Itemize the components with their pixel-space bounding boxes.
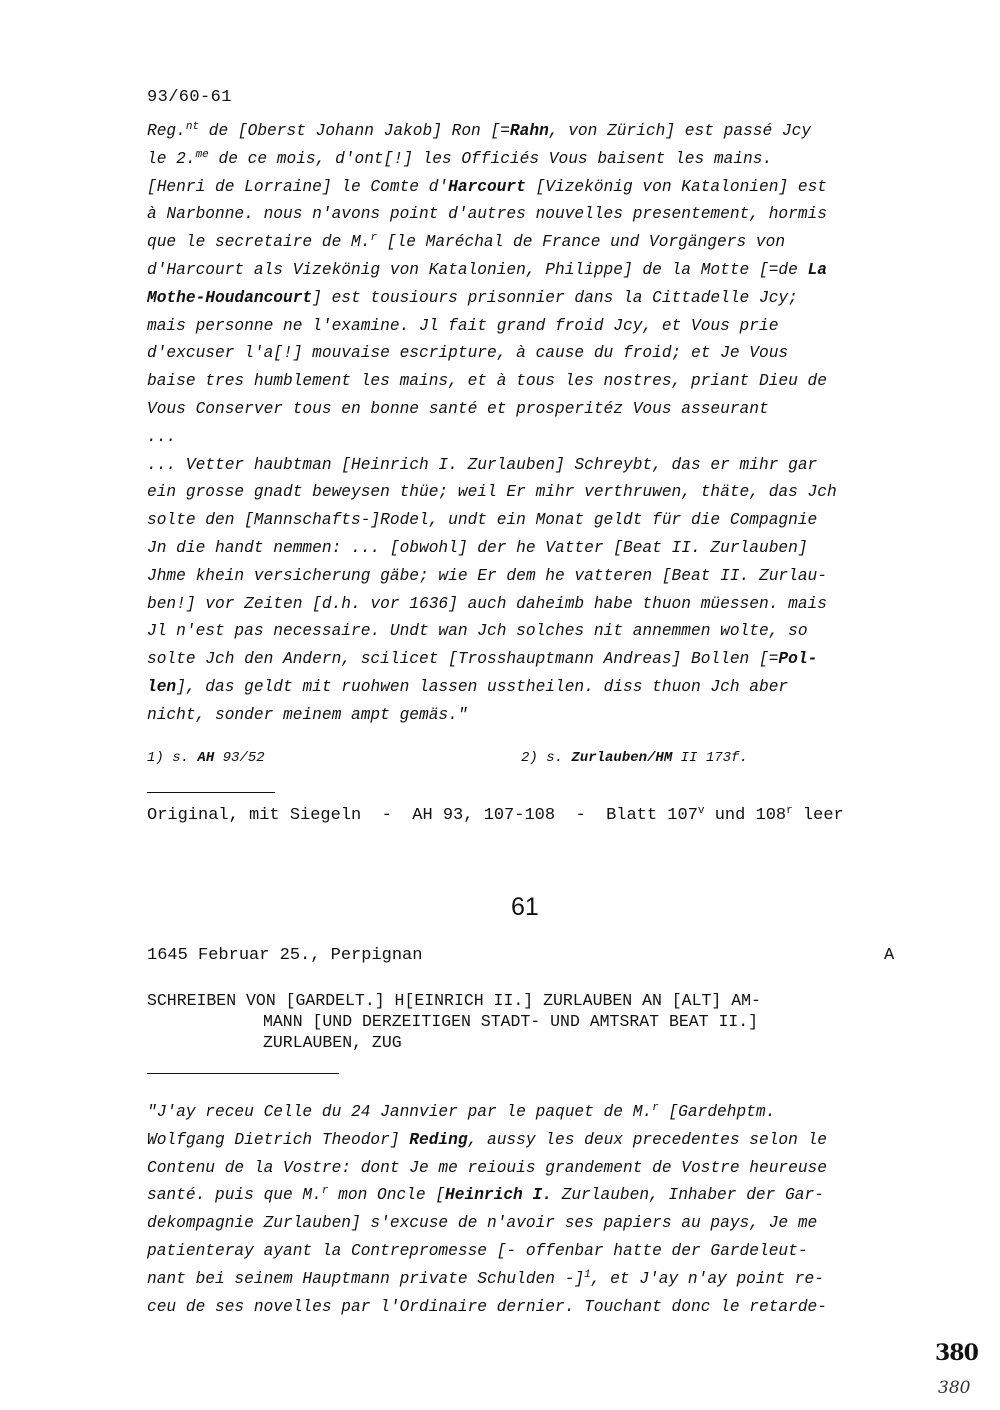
text-line: que le secretaire de M.$^r$ [le Maréchal de France und Vorgängers von [147,232,786,252]
text-line: ... Vetter haubtman [Heinrich I. Zurlauben] Schreybt, das er mihr gar [147,455,818,474]
text-line: Jhme khein versicherung gäbe; wie Er dem he vatteren [Beat II. Zurlau- [147,566,827,585]
text-line: Reg.$^{nt}$ de [Oberst Johann Jakob] Ron [=Rahn, von Zürich] est passé Jcy [147,121,812,140]
text-line: solte Jch den Andern, scilicet [Trosshauptmann Andreas] Bollen [=Pol- [147,650,818,669]
document-date-place: 1645 Februar 25., Perpignan [147,946,423,965]
text-line: Jl n'est pas necessaire. Undt wan Jch solches nit annemmen wolte, so [147,622,808,641]
title-line: ZURLAUBEN, ZUG [263,1033,402,1052]
title-line: MANN [UND DERZEITIGEN STADT- UND AMTSRAT BEAT II.] [263,1012,759,1031]
text-line: nant bei seinem Hauptmann private Schulden -]$^1$, et J'ay n'ay point re- [147,1268,824,1288]
text-line: ein grosse gnadt beweysen thüe; weil Er mihr verthruwen, thäte, das Jch [147,483,837,502]
letter-text-part-1 [147,118,907,730]
text-line: Contenu de la Vostre: dont Je me reiouis grandement de Vostre heureuse [147,1158,827,1177]
document-type-letter: A [884,946,895,965]
title-separator-rule [147,1073,339,1074]
title-line: SCHREIBEN VON [GARDELT.] H[EINRICH II.] ZURLAUBEN AN [ALT] AM- [147,991,761,1010]
text-line: mais personne ne l'examine. Jl fait grand froid Jcy, et Vous prie [147,316,779,335]
text-line: [Henri de Lorraine] le Comte d'Harcourt [Vizekönig von Katalonien] est [147,177,827,196]
text-line: Vous Conserver tous en bonne santé et prosperitéz Vous asseurant [147,399,769,418]
text-line: nicht, sonder meinem ampt gemäs." [147,705,468,724]
text-line: ... [147,427,177,446]
text-line: Jn die handt nemmen: ... [obwohl] der he Vatter [Beat II. Zurlauben] [147,538,808,557]
page-header-reference: 93/60-61 [147,88,232,107]
page-number-stamp: 380 [935,1340,978,1366]
text-line: d'Harcourt als Vizekönig von Katalonien, Philippe] de la Motte [=de La [147,260,827,279]
text-line: Wolfgang Dietrich Theodor] Reding, aussy les deux precedentes selon le [147,1130,827,1149]
text-line: d'excuser l'a[!] mouvaise escripture, à cause du froid; et Je Vous [147,344,789,363]
text-line: patienteray ayant la Contrepromesse [- offenbar hatte der Gardeleut- [147,1241,808,1260]
footnote-2: 2) s. Zurlauben/HM II 173f. [521,750,748,766]
source-note: Original, mit Siegeln - AH 93, 107-108 - Blatt 107$^v$ und 108$^r$ leer [147,805,844,825]
text-line: le 2.$^{me}$ de ce mois, d'ont[!] les Officiés Vous baisent les mains. [147,148,773,168]
text-line: solte den [Mannschafts-]Rodel, undt ein Monat geldt für die Compagnie [147,511,818,530]
text-line: ben!] vor Zeiten [d.h. vor 1636] auch daheimb habe thuon müessen. mais [147,594,827,613]
page-number-handwritten: 380 [938,1378,971,1398]
text-line: baise tres humblement les mains, et à tous les nostres, priant Dieu de [147,372,827,391]
text-line: ceu de ses novelles par l'Ordinaire dernier. Touchant donc le retarde- [147,1297,827,1316]
text-line: santé. puis que M.$^r$ mon Oncle [Heinrich I. Zurlauben, Inhaber der Gar- [147,1185,824,1205]
letter-text-part-2 [147,1099,907,1321]
text-line: dekompagnie Zurlauben] s'excuse de n'avoir ses papiers au pays, Je me [147,1214,818,1233]
source-separator-rule [147,792,275,793]
document-title [147,990,907,1053]
text-line: à Narbonne. nous n'avons point d'autres nouvelles presentement, hormis [147,205,827,224]
text-line: "J'ay receu Celle du 24 Jannvier par le paquet de M.$^r$ [Gardehptm. [147,1102,776,1121]
text-line: len], das geldt mit ruohwen lassen usstheilen. diss thuon Jch aber [147,677,789,696]
document-number: 61 [511,893,539,921]
text-line: Mothe-Houdancourt] est tousiours prisonnier dans la Cittadelle Jcy; [147,288,798,307]
footnote-1: 1) s. AH 93/52 [147,750,265,766]
